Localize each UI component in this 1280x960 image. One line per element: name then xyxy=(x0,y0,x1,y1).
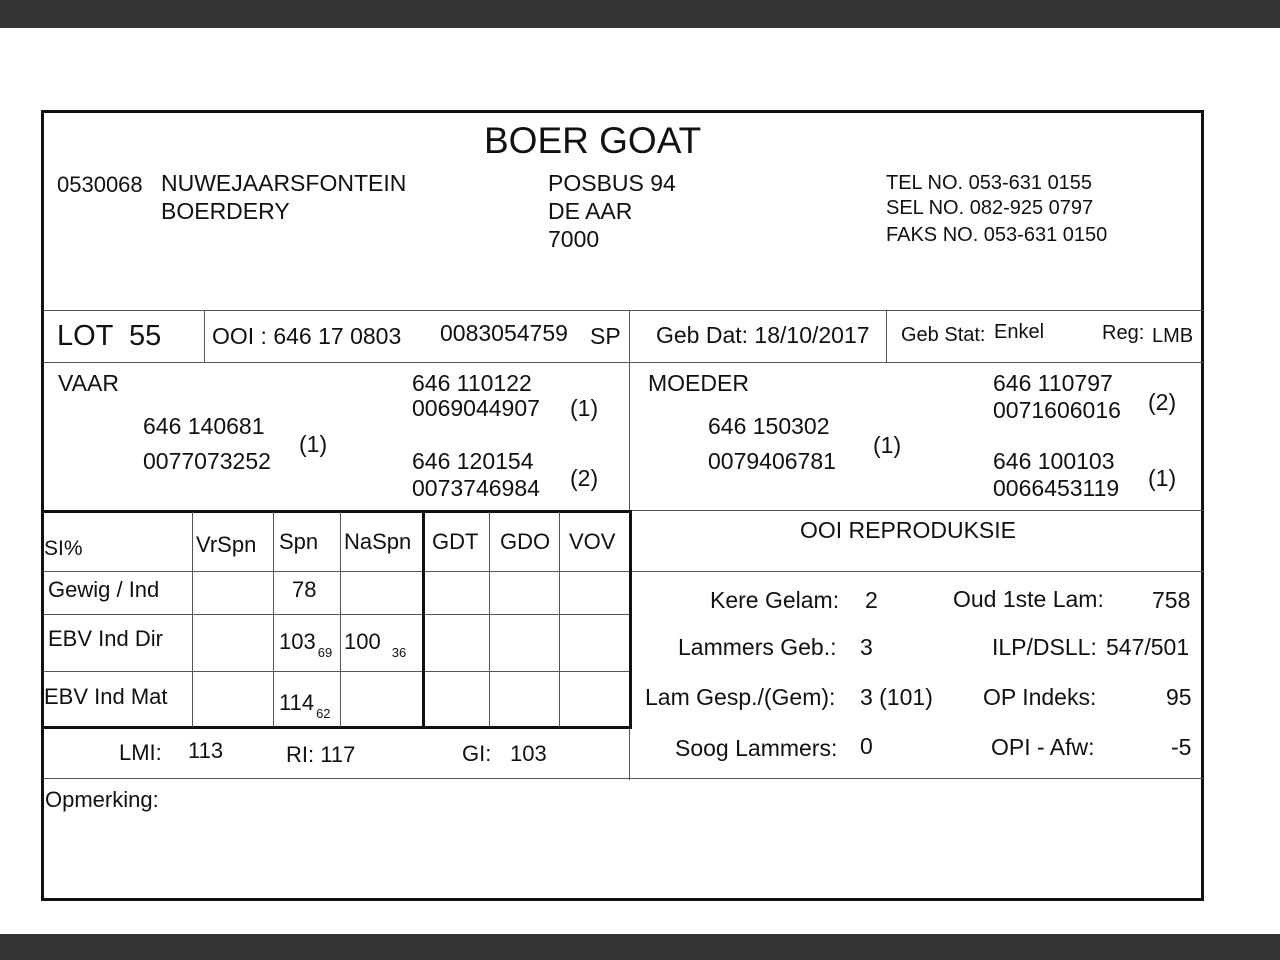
si-ebv-dir-naspn-value: 100 xyxy=(344,629,381,654)
si-header-vov: VOV xyxy=(569,529,616,554)
moeder-dam-mark: (1) xyxy=(1148,465,1177,491)
moeder-sire-number: 0071606016 xyxy=(993,397,1121,423)
moeder-mark: (1) xyxy=(873,432,902,458)
vaar-dam-mark: (2) xyxy=(570,465,599,491)
address-line-2: DE AAR xyxy=(548,198,633,224)
si-row-label-gewig: Gewig / Ind xyxy=(48,577,160,602)
lammers-geb-label: Lammers Geb.: xyxy=(678,634,837,660)
faks-number: FAKS NO. 053-631 0150 xyxy=(886,224,1108,246)
si-ebv-dir-naspn xyxy=(344,631,406,659)
moeder-label: MOEDER xyxy=(648,370,749,396)
frame-left xyxy=(41,110,44,901)
vaar-dam-id: 646 120154 xyxy=(412,448,534,474)
vaar-mark: (1) xyxy=(299,431,328,457)
opi-afw-value: -5 xyxy=(1171,734,1192,760)
vaar-sire-number: 0069044907 xyxy=(412,395,540,421)
sel-number: SEL NO. 082-925 0797 xyxy=(886,197,1094,219)
si-ebv-dir-spn-sub: 69 xyxy=(317,645,333,660)
tel-number: TEL NO. 053-631 0155 xyxy=(886,172,1093,194)
si-header-gdt: GDT xyxy=(432,529,479,554)
ooi-sp: SP xyxy=(590,323,621,349)
soog-lammers-value: 0 xyxy=(860,733,873,759)
geb-dat: Geb Dat: 18/10/2017 xyxy=(656,322,870,348)
soog-lammers-label: Soog Lammers: xyxy=(675,735,838,761)
breeder-code: 0530068 xyxy=(57,172,143,197)
si-ebv-dir-naspn-sub: 36 xyxy=(391,645,407,660)
lam-gesp-label: Lam Gesp./(Gem): xyxy=(645,684,836,710)
ooi-reg-number: 0083054759 xyxy=(440,320,568,346)
si-ebv-mat-spn-sub: 62 xyxy=(316,706,331,721)
si-row-label-ebv-dir: EBV Ind Dir xyxy=(48,626,163,651)
ooi-id: OOI : 646 17 0803 xyxy=(212,323,402,349)
si-ebv-mat-spn-value: 114 xyxy=(279,690,315,715)
lot-row-bottom-line xyxy=(43,362,1203,363)
si-header-naspn: NaSpn xyxy=(344,529,412,554)
kere-gelam-value: 2 xyxy=(865,587,878,613)
si-header-vrspn: VrSpn xyxy=(196,532,257,557)
frame-bottom xyxy=(41,898,1204,901)
reg-value: LMB xyxy=(1152,325,1194,347)
opi-afw-label: OPI - Afw: xyxy=(991,734,1095,760)
si-row-label-ebv-mat: EBV Ind Mat xyxy=(44,684,168,709)
breeder-name-2: BOERDERY xyxy=(161,198,290,224)
vaar-label: VAAR xyxy=(58,370,119,396)
lot-divider-3 xyxy=(886,311,887,362)
oud-1ste-lam-label: Oud 1ste Lam: xyxy=(953,586,1104,612)
opmerking-label: Opmerking: xyxy=(45,787,159,812)
si-ebv-dir-spn-value: 103 xyxy=(279,629,316,654)
si-col-line-3 xyxy=(340,512,341,727)
repro-title: OOI REPRODUKSIE xyxy=(800,517,1016,543)
page-title: BOER GOAT xyxy=(484,120,702,161)
moeder-sire-mark: (2) xyxy=(1148,389,1177,415)
lammers-geb-value: 3 xyxy=(860,634,873,660)
op-indeks-value: 95 xyxy=(1166,684,1192,710)
oud-1ste-lam-value: 758 xyxy=(1152,587,1191,613)
geb-stat-label: Geb Stat: xyxy=(901,324,986,346)
si-row-line-3 xyxy=(43,671,630,672)
frame-right xyxy=(1201,110,1204,901)
kere-gelam-label: Kere Gelam: xyxy=(710,587,840,613)
gi-label: GI: xyxy=(462,741,492,766)
top-dark-bar xyxy=(0,0,1280,28)
vaar-number: 0077073252 xyxy=(143,448,271,474)
repro-title-line xyxy=(632,571,1203,572)
vaar-dam-number: 0073746984 xyxy=(412,475,540,501)
gi-value: 103 xyxy=(510,741,547,766)
lmi-label: LMI: xyxy=(119,740,162,765)
address-line-3: 7000 xyxy=(548,226,600,252)
si-ebv-mat-spn xyxy=(279,692,331,720)
ri-value: RI: 117 xyxy=(286,742,356,767)
address-line-1: POSBUS 94 xyxy=(548,170,676,196)
si-table-bottom xyxy=(43,726,632,729)
geb-stat-value: Enkel xyxy=(994,321,1045,343)
moeder-dam-number: 0066453119 xyxy=(993,475,1120,501)
moeder-id: 646 150302 xyxy=(708,413,830,439)
lmi-value: 113 xyxy=(188,738,224,763)
lam-gesp-value: 3 (101) xyxy=(860,684,933,710)
si-col-line-5 xyxy=(489,512,490,727)
si-col-line-2 xyxy=(273,512,274,727)
indices-bottom-line xyxy=(43,778,1203,779)
moeder-sire-id: 646 110797 xyxy=(993,370,1113,396)
si-row-line-2 xyxy=(43,614,630,615)
si-header-si: SI% xyxy=(44,537,83,560)
si-col-line-thick xyxy=(422,512,425,727)
lot-row-top-line xyxy=(43,310,1203,311)
bottom-dark-bar xyxy=(0,934,1280,960)
lot-divider-1 xyxy=(204,311,205,362)
si-col-right-thick xyxy=(629,510,632,729)
lot-number: LOT 55 xyxy=(57,320,162,352)
ilp-dsll-label: ILP/DSLL: xyxy=(992,634,1097,660)
vaar-sire-id: 646 110122 xyxy=(412,370,532,396)
ilp-dsll-value: 547/501 xyxy=(1106,634,1190,660)
moeder-number: 0079406781 xyxy=(708,448,836,474)
vaar-sire-mark: (1) xyxy=(570,395,599,421)
si-header-spn: Spn xyxy=(279,529,319,554)
si-ebv-dir-spn xyxy=(279,631,332,659)
moeder-dam-id: 646 100103 xyxy=(993,448,1115,474)
si-col-line-6 xyxy=(559,512,560,727)
si-row-line-1 xyxy=(43,571,630,572)
repro-top-line xyxy=(632,510,1203,511)
si-col-line-1 xyxy=(192,512,193,727)
si-header-gdo: GDO xyxy=(500,529,551,554)
breeder-name-1: NUWEJAARSFONTEIN xyxy=(161,170,407,196)
frame-top xyxy=(41,110,1204,113)
reg-label: Reg: xyxy=(1102,322,1145,344)
si-table-top xyxy=(43,510,632,513)
si-gewig-spn: 78 xyxy=(292,577,317,602)
vaar-id: 646 140681 xyxy=(143,413,265,439)
op-indeks-label: OP Indeks: xyxy=(983,684,1097,710)
